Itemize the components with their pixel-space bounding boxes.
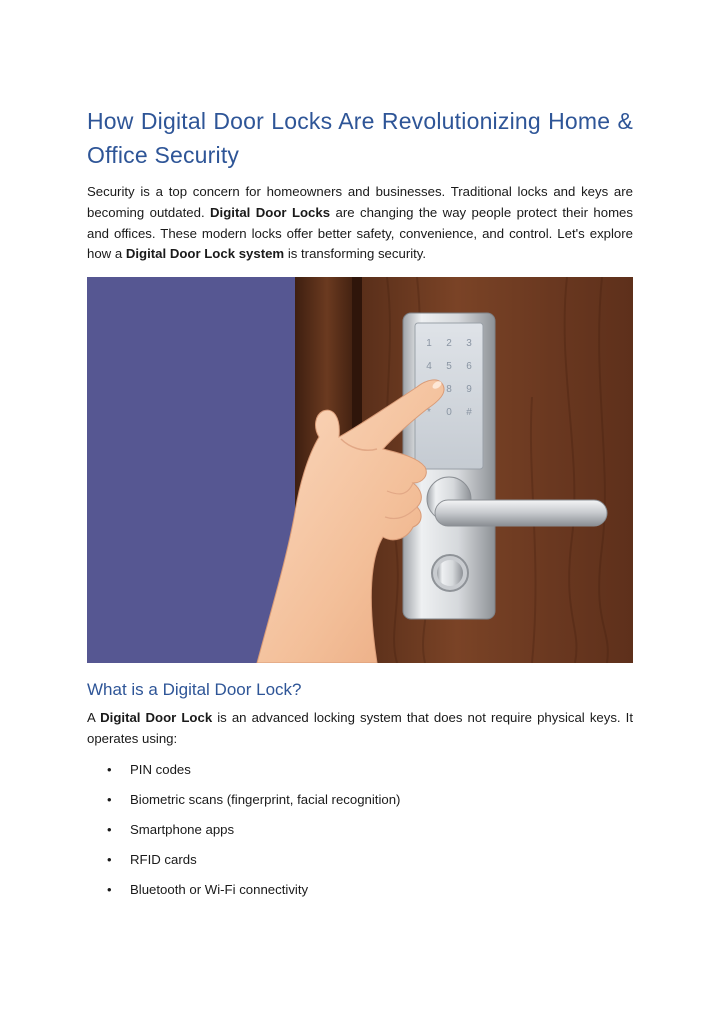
keypad-key: * bbox=[427, 407, 431, 419]
bullet-icon: • bbox=[107, 821, 112, 837]
keypad-key: 6 bbox=[466, 361, 472, 373]
keypad-key: 9 bbox=[466, 384, 472, 396]
keypad-key: 3 bbox=[466, 338, 472, 350]
section-text-1: A bbox=[87, 710, 101, 726]
intro-paragraph bbox=[87, 182, 633, 265]
section-text-2: is an advanced locking system that does not require physical keys. It operates using: bbox=[87, 710, 633, 746]
bullet-icon: • bbox=[107, 761, 112, 777]
intro-text-1: Security is a top concern for homeowners and businesses. Traditional locks and keys are becoming outdated. bbox=[87, 184, 633, 220]
list-item-text: RFID cards bbox=[130, 851, 197, 867]
list-item bbox=[87, 820, 633, 840]
keypad-key: 5 bbox=[446, 361, 452, 373]
operation-methods-list bbox=[87, 760, 633, 900]
section-bold-1: Digital Door Lock bbox=[100, 710, 213, 726]
list-item-text: PIN codes bbox=[130, 761, 191, 777]
keypad-key: 4 bbox=[426, 361, 432, 373]
article-title: How Digital Door Locks Are Revolutionizing Home & Office Security bbox=[87, 108, 633, 168]
bullet-icon: • bbox=[107, 881, 112, 897]
list-item bbox=[87, 760, 633, 780]
keypad-key: # bbox=[466, 407, 472, 419]
list-item bbox=[87, 880, 633, 900]
list-item bbox=[87, 790, 633, 810]
bullet-icon: • bbox=[107, 791, 112, 807]
keypad-key: 8 bbox=[446, 384, 452, 396]
article bbox=[87, 104, 633, 910]
section-heading: What is a Digital Door Lock? bbox=[87, 680, 302, 700]
intro-text-2: are changing the way people protect their homes and offices. These modern locks offer better safety, convenience, and control. Let's explore how a bbox=[87, 204, 633, 262]
list-item-text: Biometric scans (fingerprint, facial recognition) bbox=[130, 791, 401, 807]
keypad-key: 1 bbox=[426, 338, 432, 350]
keypad-key: 0 bbox=[446, 407, 452, 419]
hero-image-digital-lock bbox=[87, 277, 633, 663]
intro-text-3: is transforming security. bbox=[284, 246, 427, 262]
keypad-key: 2 bbox=[446, 338, 452, 350]
list-item-text: Bluetooth or Wi-Fi connectivity bbox=[130, 881, 309, 897]
intro-bold-1: Digital Door Locks bbox=[210, 204, 331, 220]
bullet-icon: • bbox=[107, 851, 112, 867]
list-item-text: Smartphone apps bbox=[130, 821, 235, 837]
lever-handle bbox=[435, 500, 607, 526]
intro-bold-2: Digital Door Lock system bbox=[125, 246, 285, 262]
list-item bbox=[87, 850, 633, 870]
section-paragraph bbox=[87, 708, 633, 750]
